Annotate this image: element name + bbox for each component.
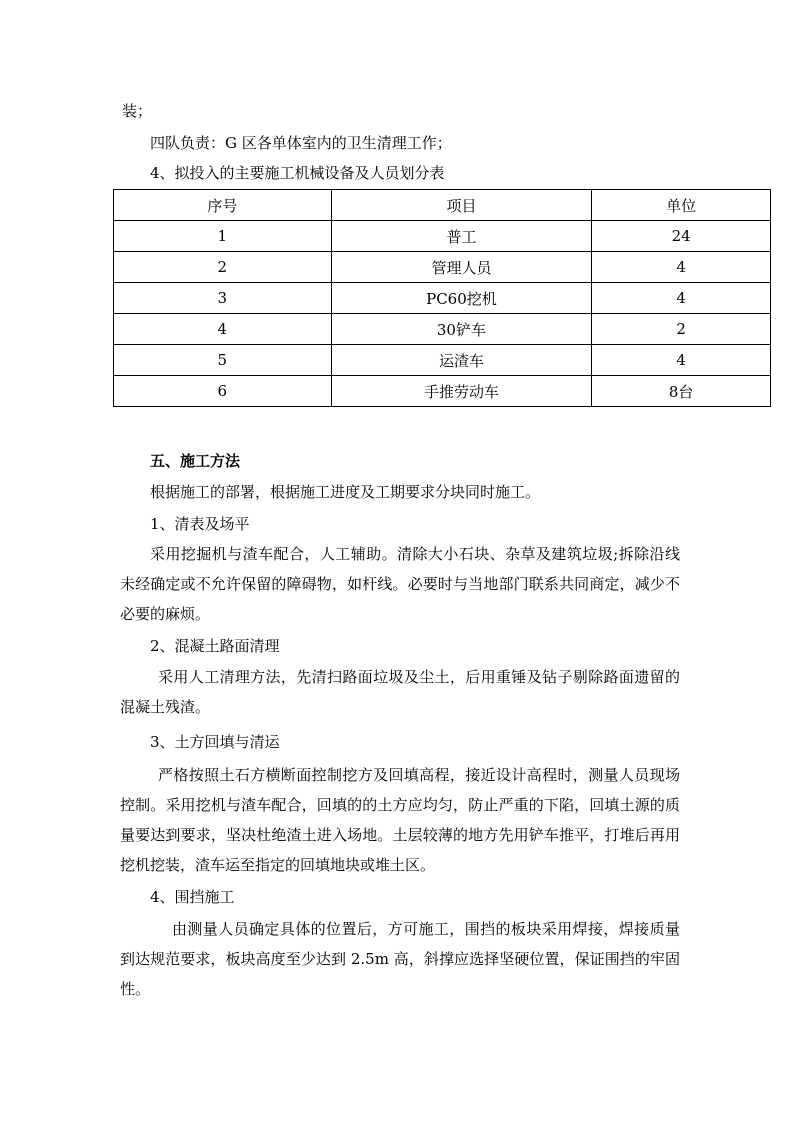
table-row [114,283,771,314]
table-cell-item: 普工 [331,221,592,252]
equipment-personnel-table [113,189,771,407]
table-row [114,345,771,376]
column-header-unit: 单位 [592,190,771,221]
table-cell-unit: 24 [592,221,771,252]
section-intro: 根据施工的部署，根据施工进度及工期要求分块同时施工。 [150,483,541,501]
table-cell-unit: 4 [592,252,771,283]
table-cell-number: 3 [114,283,332,314]
table-cell-item: 运渣车 [331,345,592,376]
table-cell-number: 5 [114,345,332,376]
subsection-title-hoarding: 4、围挡施工 [150,888,235,906]
table-cell-number: 6 [114,376,332,407]
table-cell-item: 30铲车 [331,314,592,345]
subsection-title-clearing: 1、清表及场平 [150,515,250,533]
text-line-continuation: 装； [122,102,153,120]
column-header-item: 项目 [331,190,592,221]
table-cell-number: 1 [114,221,332,252]
table-row [114,221,771,252]
table-cell-number: 4 [114,314,332,345]
subsection-title-earthwork: 3、土方回填与清运 [150,733,280,751]
table-cell-item: PC60挖机 [331,283,592,314]
column-header-number: 序号 [114,190,332,221]
table-cell-unit: 4 [592,345,771,376]
table-cell-item: 管理人员 [331,252,592,283]
section-heading: 五、施工方法 [150,452,241,470]
subsection-body-earthwork: 严格按照土石方横断面控制挖方及回填高程，接近设计高程时，测量人员现场控制。采用挖机与渣车配合，回填的的土方应均匀，防止严重的下陷，回填土源的质量要达到要求，坚决杜绝渣土进入场地。土层较薄的地方先用铲车推平，打堆后再用挖机挖装，渣车运至指定的回填地块或堆土区。 [120,766,680,874]
table-header-row [114,190,771,221]
table-row [114,376,771,407]
text-line-team-four: 四队负责：G 区各单体室内的卫生清理工作； [150,134,452,152]
table-cell-unit: 8台 [592,376,771,407]
table-cell-unit: 2 [592,314,771,345]
subsection-body-clearing: 采用挖掘机与渣车配合，人工辅助。清除大小石块、杂草及建筑垃圾;拆除沿线未经确定或不允许保留的障碍物，如杆线。必要时与当地部门联系共同商定，减少不必要的麻烦。 [120,545,680,623]
subsection-title-concrete: 2、混凝土路面清理 [150,637,280,655]
table-row [114,314,771,345]
table-cell-number: 2 [114,252,332,283]
table-caption: 4、拟投入的主要施工机械设备及人员划分表 [150,164,445,182]
table-cell-item: 手推劳动车 [331,376,592,407]
subsection-body-hoarding: 由测量人员确定具体的位置后，方可施工，围挡的板块采用焊接，焊接质量到达规范要求，板块高度至少达到 2.5m 高，斜撑应选择坚硬位置，保证围挡的牢固性。 [120,920,680,998]
table-row [114,252,771,283]
subsection-body-concrete: 采用人工清理方法，先清扫路面垃圾及尘土，后用重锤及钻子剔除路面遗留的混凝土残渣。 [120,668,680,716]
table-cell-unit: 4 [592,283,771,314]
